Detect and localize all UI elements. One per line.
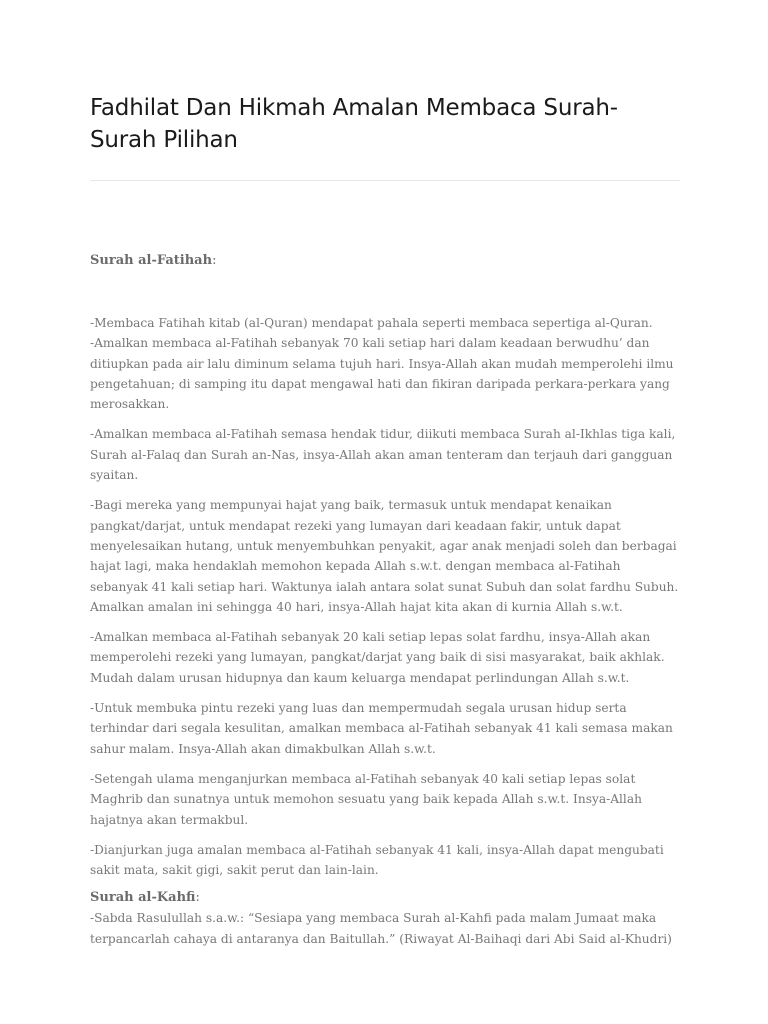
- paragraph: [90, 313, 680, 414]
- paragraph: -Sabda Rasulullah s.a.w.: “Sesiapa yang membaca Surah al-Kahfi pada malam Jumaat maka terpancarlah cahaya di antaranya dan Baitullah.” (Riwayat Al-Baihaqi dari Abi Said al-Khudri): [90, 911, 672, 946]
- article-title: Fadhilat Dan Hikmah Amalan Membaca Surah-Surah Pilihan: [90, 95, 618, 153]
- paragraph: -Bagi mereka yang mempunyai hajat yang baik, termasuk untuk mendapat kenaikan pangkat/darjat, untuk mendapat rezeki yang lumayan dari keadaan fakir, untuk dapat menyelesaikan hutang, untuk menyembuhkan penyakit, agar anak menjadi soleh dan berbagai hajat lagi, maka hendaklah memohon kepada Allah s.w.t. dengan membaca al-Fatihah sebanyak 41 kali setiap hari. Waktunya ialah antara solat sunat Subuh dan solat fardhu Subuh. Amalkan amalan ini sehingga 40 hari, insya-Allah hajat kita akan di kurnia Allah s.w.t.: [90, 498, 679, 614]
- paragraph: -Amalkan membaca al-Fatihah semasa hendak tidur, diikuti membaca Surah al-Ikhlas tiga kali, Surah al-Falaq dan Surah an-Nas, insya-Allah akan aman tenteram dan terjauh dari gangguan syaitan.: [90, 427, 676, 483]
- paragraph: -Setengah ulama menganjurkan membaca al-Fatihah sebanyak 40 kali setiap lepas solat Maghrib dan sunatnya untuk memohon sesuatu yang baik kepada Allah s.w.t. Insya-Allah hajatnya akan termakbul.: [90, 771, 642, 827]
- article: [90, 0, 680, 949]
- section-heading-fatihah-colon: :: [212, 253, 217, 268]
- paragraph: -Untuk membuka pintu rezeki yang luas dan mempermudah segala urusan hidup serta terhindar dari segala kesulitan, amalkan membaca al-Fatihah sebanyak 41 kali semasa makan sahur malam. Insya-Allah akan dimakbulkan Allah s.w.t.: [90, 701, 673, 756]
- section-heading-kahfi-label: Surah al-Kahfi: [90, 890, 196, 906]
- paragraph: -Amalkan membaca al-Fatihah sebanyak 20 kali setiap lepas solat fardhu, insya-Allah akan memperolehi rezeki yang lumayan, pangkat/darjat yang baik di sisi masyarakat, baik akhlak. Mudah dalam urusan hidupnya dan kaum keluarga mendapat perlindungan Allah s.w.t.: [90, 630, 665, 685]
- section-heading-kahfi-colon: :: [195, 890, 200, 906]
- paragraph-line: -Membaca Fatihah kitab (al-Quran) mendapat pahala seperti membaca sepertiga al-Quran.: [90, 316, 653, 330]
- section-heading-kahfi: [90, 888, 680, 908]
- paragraph-line: -Amalkan membaca al-Fatihah sebanyak 70 kali setiap hari dalam keadaan berwudhu’ dan ditiupkan pada air lalu diminum selama tujuh hari. Insya-Allah akan mudah memperolehi ilmu pengetahuan; di samping itu dapat mengawal hati dan fikiran daripada perkara-perkara yang merosakkan.: [90, 336, 674, 412]
- title-divider: [90, 180, 680, 181]
- section-heading-fatihah-label: Surah al-Fatihah: [90, 253, 213, 268]
- paragraph: -Dianjurkan juga amalan membaca al-Fatihah sebanyak 41 kali, insya-Allah dapat mengubati sakit mata, sakit gigi, sakit perut dan lain-lain.: [90, 842, 664, 878]
- section-heading-fatihah: [90, 251, 680, 271]
